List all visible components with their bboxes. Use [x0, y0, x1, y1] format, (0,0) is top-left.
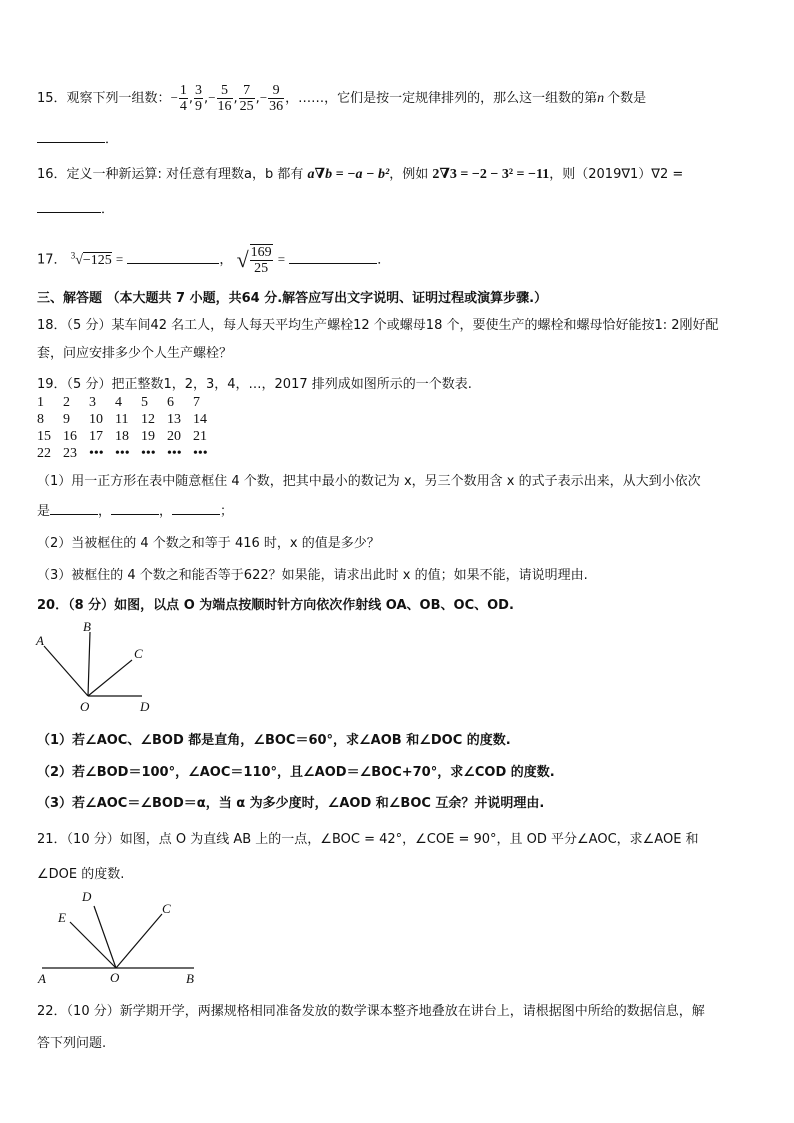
q16-text-b: ，例如	[389, 167, 429, 182]
ray-ob	[88, 632, 90, 696]
table-cell: 2	[63, 395, 70, 410]
table-cell: 17	[89, 429, 103, 444]
table-cell: 10	[89, 412, 103, 427]
fraction-numerator: 3	[195, 83, 203, 98]
table-cell: 6	[167, 395, 174, 410]
table-cell: 20	[167, 429, 181, 444]
term-separator: ,	[255, 91, 260, 106]
table-cell: 21	[193, 429, 207, 444]
ray-oe	[70, 922, 116, 968]
fraction-denominator: 36	[269, 99, 284, 114]
label-d: D	[82, 889, 92, 904]
table-cell: •••	[115, 446, 130, 461]
term-sign: −	[170, 90, 178, 105]
term-sign: −	[208, 90, 216, 105]
fraction-numerator: 5	[217, 83, 233, 99]
label-b: B	[186, 971, 194, 986]
q16-formula: a∇b = −a − b²	[307, 167, 390, 182]
label-a: A	[36, 633, 44, 648]
q15-terms	[170, 83, 286, 114]
q17-blank-1[interactable]	[127, 251, 219, 264]
q17-line	[37, 235, 390, 275]
table-cell: 12	[141, 412, 155, 427]
label-e: E	[58, 910, 66, 925]
label-c: C	[134, 646, 143, 661]
table-cell: •••	[89, 446, 104, 461]
fraction-denominator: 9	[195, 99, 203, 114]
q17-eq1: =	[115, 251, 124, 267]
q20-part3: （3）若∠AOC＝∠BOD＝α，当 α 为多少度时，∠AOD 和∠BOC 互余？并说明理由.	[37, 796, 545, 811]
q19-part3: （3）被框住的 4 个数之和能否等于622？如果能，请求出此时 x 的值；如果不能，请说明理由.	[37, 568, 588, 583]
q21-line1: 21．（10 分）如图，点 O 为直线 AB 上的一点，∠BOC = 42°，∠COE = 90°，且 OD 平分∠AOC，求∠AOE 和	[37, 832, 699, 847]
q21-figure	[34, 886, 204, 986]
q16-text-a: 16．定义一种新运算: 对任意有理数a，b 都有	[37, 167, 304, 182]
q17-radicand: −125	[82, 252, 112, 268]
label-o: O	[110, 970, 120, 985]
table-cell: 23	[63, 446, 77, 461]
fraction-numerator: 9	[268, 83, 284, 99]
label-c: C	[162, 901, 171, 916]
fraction-term	[194, 83, 203, 114]
q20-part1: （1）若∠AOC、∠BOD 都是直角，∠BOC＝60°，求∠AOB 和∠DOC 的度数.	[37, 733, 511, 748]
q17-end: ．	[377, 252, 391, 268]
q19-part1-end: ；	[220, 504, 234, 519]
term-sign: −	[259, 90, 268, 105]
q19-part1-line1: （1）用一正方形在表中随意框住 4 个数，把其中最小的数记为 x，另三个数用含 x 的式子表示出来，从大到小依次	[37, 474, 701, 489]
table-cell: 8	[37, 412, 44, 427]
q19-title: 19．（5 分）把正整数1，2，3，4，…，2017 排列成如图所示的一个数表.	[37, 377, 472, 392]
q19-part2: （2）当被框住的 4 个数之和等于 416 时，x 的值是多少？	[37, 536, 380, 551]
q17-eq2: =	[277, 251, 286, 267]
q16-answer-blank[interactable]	[37, 200, 101, 213]
table-cell: 4	[115, 395, 122, 410]
fraction-term	[179, 83, 188, 114]
term-separator: ,	[233, 91, 238, 106]
q19-sep-1: ，	[98, 504, 112, 519]
table-cell: 22	[37, 446, 51, 461]
q17-sqrt: √	[236, 247, 249, 273]
label-b: B	[83, 619, 91, 634]
q18-line2: 套，问应安排多少个人生产螺栓？	[37, 346, 233, 361]
q19-part1-line2	[37, 500, 233, 519]
q17-cube-root: $^3$√−125	[70, 250, 112, 268]
q16-end: ．	[101, 202, 115, 217]
q16-line	[37, 163, 683, 183]
q18-line1: 18．（5 分）某车间42 名工人，每人每天平均生产螺栓12 个或螺母18 个，要使生产的螺栓和螺母恰好能按1: 2刚好配	[37, 318, 719, 333]
table-cell: 19	[141, 429, 155, 444]
table-cell: 16	[63, 429, 77, 444]
q22-line2: 答下列问题.	[37, 1036, 107, 1051]
table-cell: 13	[167, 412, 181, 427]
table-cell: 1	[37, 395, 44, 410]
table-cell: 3	[89, 395, 96, 410]
fraction-denominator: 25	[239, 99, 254, 114]
q16-answer-line	[37, 198, 114, 217]
q20-title: 20．（8 分）如图，以点 O 为端点按顺时针方向依次作射线 OA、OB、OC、OD.	[37, 598, 514, 613]
fraction-numerator: 1	[179, 83, 187, 98]
section-heading: 三、解答题 （本大题共 7 小题，共64 分.解答应写出文字说明、证明过程或演算步骤.）	[37, 291, 548, 306]
q19-blank-3[interactable]	[172, 502, 220, 515]
label-o: O	[80, 699, 90, 714]
fraction-denominator: 4	[179, 99, 187, 114]
table-cell: •••	[167, 446, 182, 461]
q15-var: n	[597, 91, 605, 106]
q15-answer-line	[37, 128, 118, 147]
q20-figure	[30, 618, 170, 714]
q15-number: 15．	[37, 91, 67, 106]
ray-oc	[88, 660, 132, 696]
ray-od	[94, 906, 116, 968]
label-d: D	[140, 699, 150, 714]
table-cell: 14	[193, 412, 207, 427]
fraction-denominator: 16	[217, 99, 232, 114]
table-cell: 15	[37, 429, 51, 444]
table-cell: •••	[141, 446, 156, 461]
q20-part2: （2）若∠BOD＝100°，∠AOC＝110°，且∠AOD＝∠BOC+70°，求∠COD 的度数.	[37, 765, 555, 780]
q16-text-c: ，则（2019∇1）∇2 =	[549, 167, 684, 182]
q15-line	[37, 80, 646, 116]
q15-answer-blank[interactable]	[37, 130, 105, 143]
fraction-numerator: 7	[239, 83, 255, 99]
ray-oc	[116, 914, 162, 968]
q16-example: 2∇3 = −2 − 3² = −11	[432, 167, 550, 182]
q17-blank-2[interactable]	[289, 251, 377, 264]
q15-suffix2: 个数是	[607, 91, 647, 106]
fraction-term	[217, 83, 233, 114]
table-cell: 11	[115, 412, 129, 427]
q19-part1-prefix: 是	[37, 504, 51, 519]
table-cell: 7	[193, 395, 200, 410]
q17-sqrt-frac	[250, 244, 273, 276]
q17-sqrt-numerator: 169	[250, 245, 272, 261]
ray-oa	[44, 646, 88, 696]
q19-blank-2[interactable]	[111, 502, 159, 515]
table-cell: 18	[115, 429, 129, 444]
label-a: A	[38, 971, 46, 986]
q19-blank-1[interactable]	[50, 502, 98, 515]
fraction-term	[239, 83, 255, 114]
q17-comma: ，	[219, 252, 233, 268]
q15-prefix: 观察下列一组数：	[66, 91, 171, 106]
q19-sep-2: ，	[159, 504, 173, 519]
q21-line2: ∠DOE 的度数.	[37, 867, 125, 882]
q15-suffix: ，……，它们是按一定规律排列的，那么这一组数的第	[285, 91, 598, 106]
q15-end: ．	[105, 132, 119, 147]
q22-line1: 22．（10 分）新学期开学，两摞规格相同准备发放的数学课本整齐地叠放在讲台上，请根据图中所给的数据信息，解	[37, 1004, 705, 1019]
table-cell: 9	[63, 412, 70, 427]
table-cell: 5	[141, 395, 148, 410]
table-cell: •••	[193, 446, 208, 461]
fraction-term	[268, 83, 284, 114]
q17-number: 17．	[37, 252, 67, 268]
term-separator: ,	[204, 91, 209, 106]
term-separator: ,	[188, 91, 194, 106]
q17-sqrt-denominator: 25	[254, 261, 269, 277]
